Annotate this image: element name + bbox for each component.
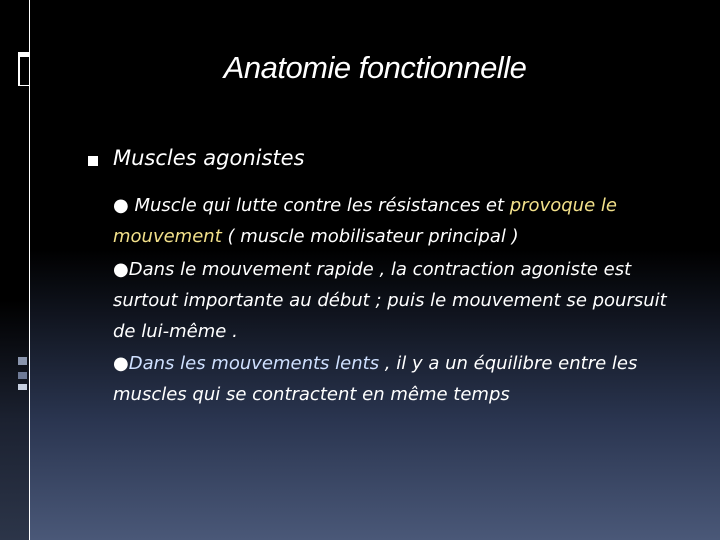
p2-text: Dans le mouvement rapide , la contraction agoniste est surtout importante au début ; puis le mouvement se poursuit de lui-même . <box>113 259 667 342</box>
decorative-square-2 <box>18 372 27 379</box>
square-bullet-icon <box>88 156 98 166</box>
paragraph-3 <box>113 348 683 410</box>
p1-text-c: ( muscle mobilisateur principal ) <box>221 226 519 247</box>
p3-text-b: , il y a un équilibre entre les muscles qui se contractent en même temps <box>113 353 638 405</box>
p1-highlight: provoque le mouvement <box>113 195 617 247</box>
decorative-square-1 <box>18 357 27 365</box>
slide-title: Anatomie fonctionnelle <box>223 50 527 85</box>
paragraph-1 <box>113 190 683 252</box>
paragraph-2 <box>113 254 683 347</box>
level1-heading: Muscles agonistes <box>113 146 305 170</box>
p3-highlight: Dans les mouvements lents <box>128 353 380 374</box>
bullet-dot: ● <box>113 353 129 374</box>
decorative-square-3 <box>18 384 27 390</box>
decorative-bar-inner <box>20 57 29 85</box>
bullet-dot: ● <box>113 195 135 216</box>
p1-text-a: Muscle qui lutte contre les résistances et <box>134 195 510 216</box>
bullet-dot: ● <box>113 259 129 280</box>
